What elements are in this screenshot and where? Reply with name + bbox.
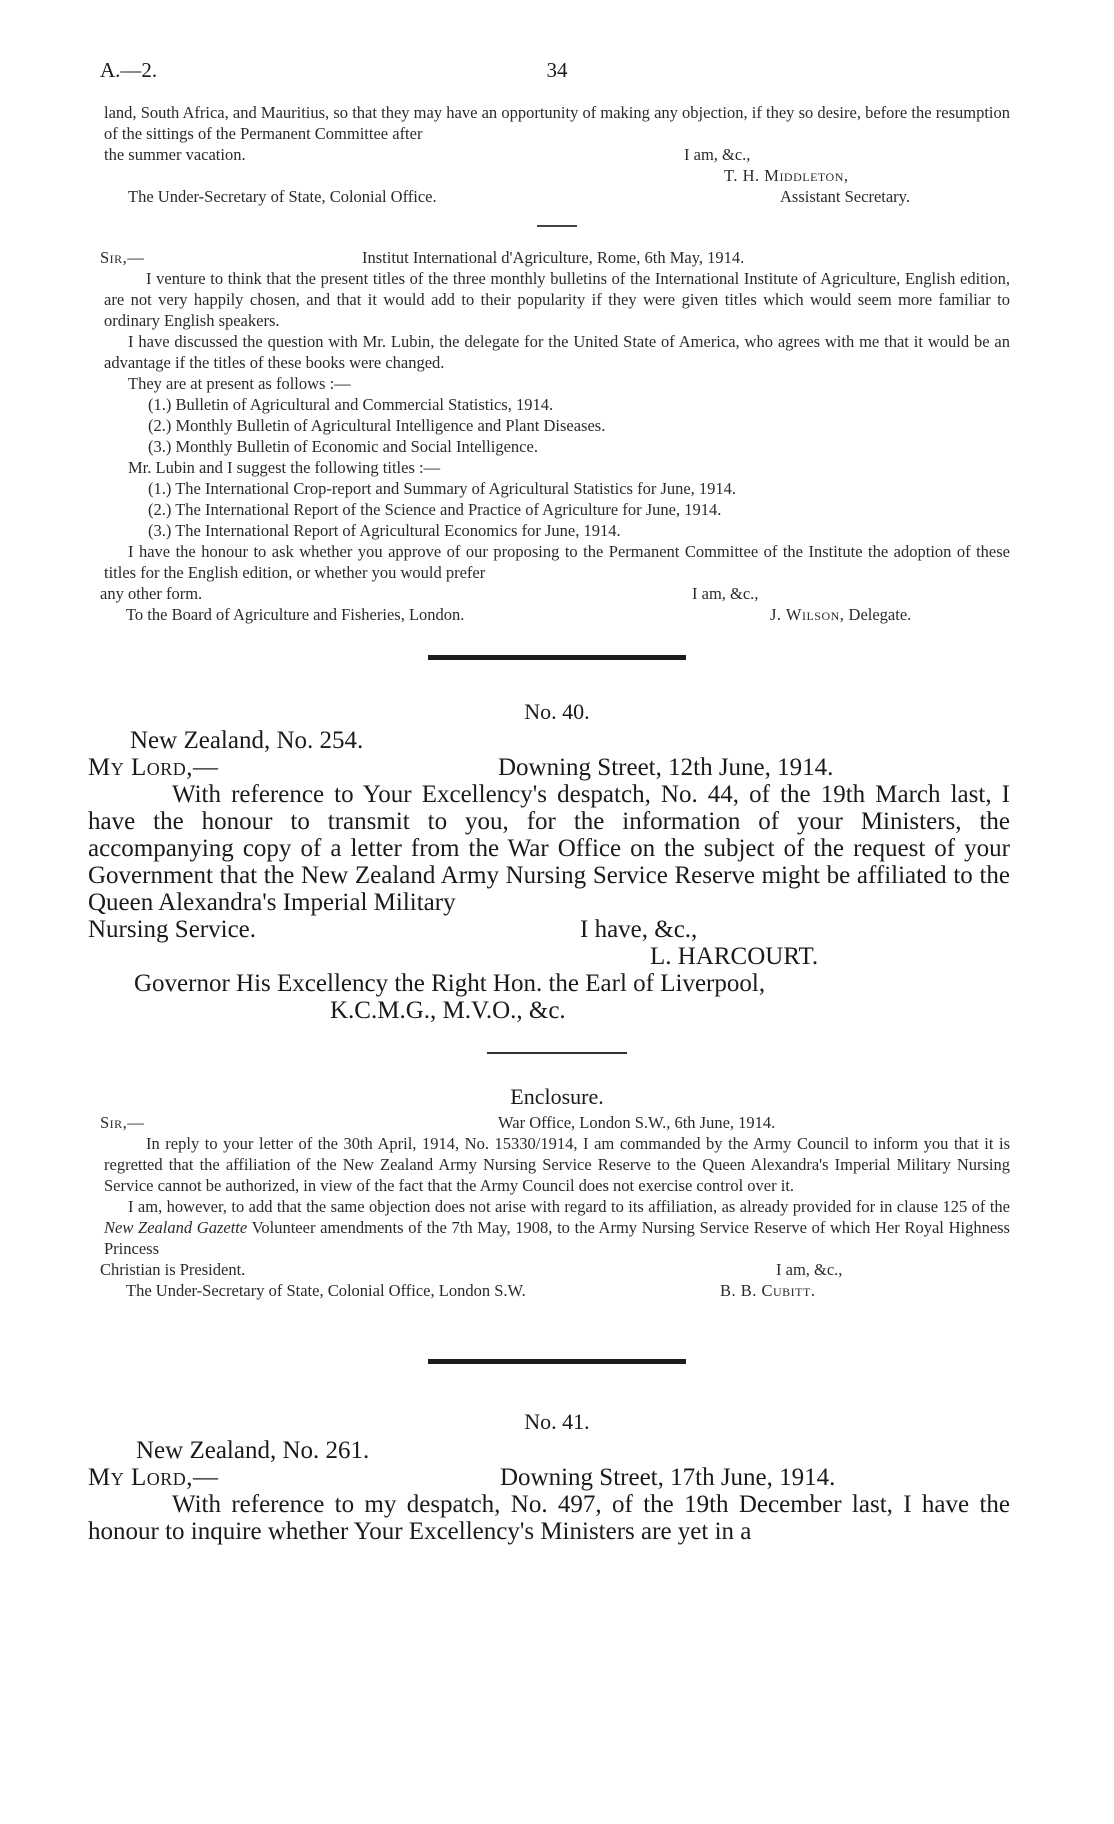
letter-signatory-title: Assistant Secretary. <box>780 187 910 206</box>
despatch-signature: L. HARCOURT. <box>650 943 819 970</box>
letter-last-line: the summer vacation. <box>104 145 246 164</box>
section-divider-thick <box>428 655 686 660</box>
paragraph: I have discussed the question with Mr. Lubin, the delegate for the United State of America, who agrees with me that it would be an advantage if the titles of these books were changed. <box>104 332 1010 372</box>
enclosure <box>100 1083 1010 1301</box>
despatch-number: No. 41. <box>524 1408 590 1434</box>
salutation: Sir,— <box>100 1112 145 1132</box>
place-date: Downing Street, 17th June, 1914. <box>500 1463 836 1491</box>
page-number: 34 <box>546 58 568 82</box>
despatch-addressee-honours: K.C.M.G., M.V.O., &c. <box>330 997 566 1024</box>
list-item: (1.) The International Crop-report and Summary of Agricultural Statistics for June, 1914. <box>148 479 737 498</box>
section-code: A.—2. <box>100 58 158 82</box>
letter-last-line: Christian is President. <box>100 1259 246 1279</box>
place-date: Institut International d'Agriculture, Rome, 6th May, 1914. <box>362 248 745 267</box>
list-intro: Mr. Lubin and I suggest the following titles :— <box>128 458 441 477</box>
list-item: (3.) The International Report of Agricultural Economics for June, 1914. <box>148 521 621 540</box>
letter-addressee: To the Board of Agriculture and Fisheries, London. <box>126 605 465 624</box>
despatch-body: With reference to Your Excellency's despatch, No. 44, of the 19th March last, I have the honour to transmit to you, for the information of your Ministers, the accompanying copy of a letter from the War Office on the subject of the request of your Government that the New Zealand Army Nursing Service Reserve might be affiliated to the Queen Alexandra's Imperial Military <box>88 781 1010 916</box>
section-divider-thick <box>428 1359 686 1364</box>
despatch-closing: I have, &c., <box>580 916 698 943</box>
salutation: Sir,— <box>100 248 145 267</box>
paragraph: I have the honour to ask whether you approve of our proposing to the Permanent Committee of the Institute the adoption of these titles for the English edition, or whether you would prefer <box>104 542 1010 582</box>
letter-signatory-title: Delegate. <box>848 605 912 624</box>
despatch-addressee: Governor His Excellency the Right Hon. the Earl of Liverpool, <box>134 970 766 997</box>
letter-closing: I am, &c., <box>776 1259 843 1279</box>
despatch-no-40 <box>88 698 1010 1024</box>
letter-addressee: The Under-Secretary of State, Colonial Office, London S.W. <box>126 1280 526 1300</box>
letter-signature: B. B. Cubitt. <box>720 1280 816 1300</box>
rome-letter <box>100 247 1010 625</box>
page-header <box>100 58 1010 92</box>
place-date: Downing Street, 12th June, 1914. <box>498 754 834 781</box>
paragraph: In reply to your letter of the 30th April, 1914, No. 15330/1914, I am commanded by the Army Council to inform you that it is regretted that the affiliation of the New Zealand Army Nursing Service Reserve to the Queen Alexandra's Imperial Military Nursing Service cannot be authorized, in view of the fact that the Army Council does not exercise control over it. <box>104 1133 1010 1195</box>
despatch-reference: New Zealand, No. 261. <box>136 1436 370 1464</box>
document-page <box>88 58 1010 1545</box>
paragraph-text: Volunteer amendments of the 7th May, 1908, to the Army Nursing Service Reserve of which Her Royal Highness Princess <box>104 1217 1010 1258</box>
list-item: (1.) Bulletin of Agricultural and Commercial Statistics, 1914. <box>148 395 554 414</box>
paragraph <box>104 1196 1010 1259</box>
despatch-body: With reference to my despatch, No. 497, of the 19th December last, I have the honour to inquire whether Your Excellency's Ministers are yet in a <box>88 1490 1010 1545</box>
letter-continuation <box>104 102 1010 207</box>
list-item: (2.) The International Report of the Science and Practice of Agriculture for June, 1914. <box>148 500 722 519</box>
list-item: (3.) Monthly Bulletin of Economic and Social Intelligence. <box>148 437 538 456</box>
despatch-no-41 <box>88 1408 1010 1545</box>
salutation: My Lord,— <box>88 1463 219 1491</box>
salutation: My Lord,— <box>88 754 219 781</box>
list-item: (2.) Monthly Bulletin of Agricultural Intelligence and Plant Diseases. <box>148 416 606 435</box>
section-divider <box>537 225 577 227</box>
place-date: War Office, London S.W., 6th June, 1914. <box>498 1112 776 1132</box>
paragraph: I venture to think that the present titles of the three monthly bulletins of the International Institute of Agriculture, English edition, are not very happily chosen, and that it would add to their popularity if they were given titles which would seem more familiar to ordinary English speakers. <box>104 269 1010 330</box>
letter-addressee: The Under-Secretary of State, Colonial Office. <box>128 187 437 206</box>
letter-signature: J. Wilson, <box>770 605 845 624</box>
section-divider-thin <box>487 1052 627 1054</box>
letter-closing: I am, &c., <box>684 145 751 164</box>
despatch-last-line: Nursing Service. <box>88 916 257 943</box>
letter-body: land, South Africa, and Mauritius, so that they may have an opportunity of making any objection, if they so desire, before the resumption of the sittings of the Permanent Committee after <box>104 103 1010 143</box>
letter-closing: I am, &c., <box>692 584 759 603</box>
letter-signature: T. H. Middleton, <box>724 166 849 185</box>
despatch-reference: New Zealand, No. 254. <box>130 727 364 754</box>
despatch-number: No. 40. <box>524 699 590 724</box>
enclosure-title: Enclosure. <box>510 1083 604 1109</box>
letter-last-line: any other form. <box>100 584 203 603</box>
publication-title: New Zealand Gazette <box>104 1217 248 1237</box>
list-intro: They are at present as follows :— <box>128 374 351 393</box>
paragraph-text: I am, however, to add that the same objection does not arise with regard to its affiliation, as already provided for in clause 125 of the <box>128 1196 1010 1216</box>
